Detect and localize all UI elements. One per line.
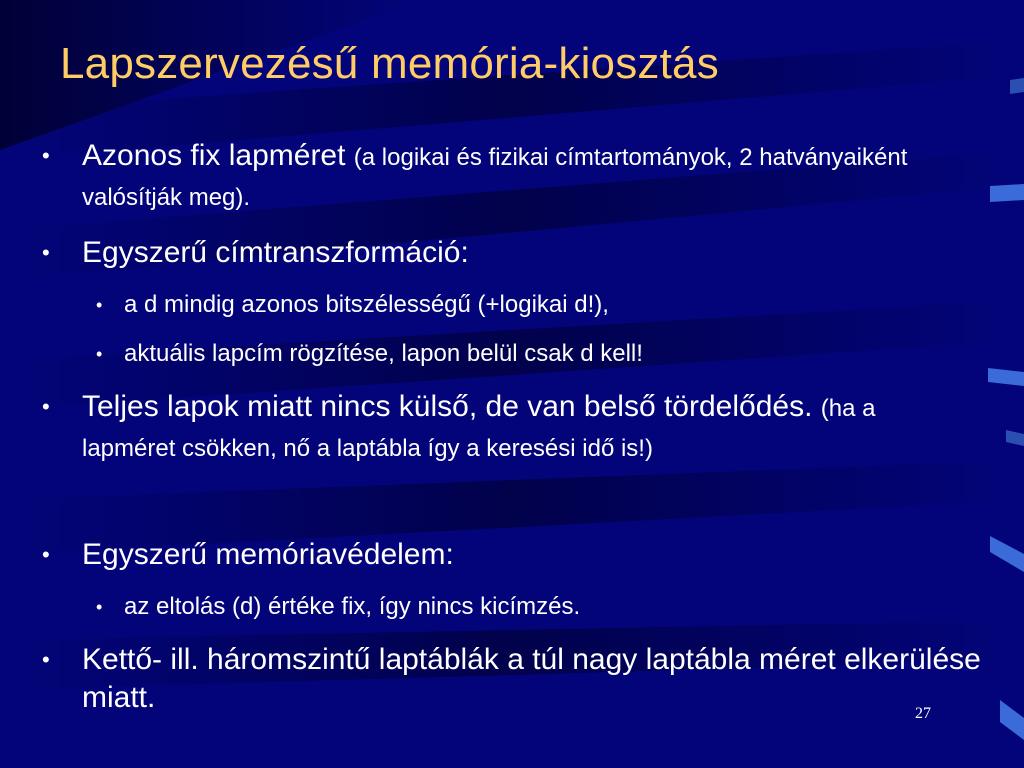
subbullet-item <box>96 290 964 320</box>
bullet-dot-icon: • <box>42 542 50 567</box>
bullet-main-text: Egyszerű memóriavédelem: <box>82 538 454 571</box>
bullet-item <box>42 137 992 217</box>
subbullet-text: a d mindig azonos bitszélességű (+logikai d!), <box>124 291 609 318</box>
slide-title: Lapszervezésű memória-kiosztás <box>60 39 719 88</box>
bullet-item <box>42 641 982 717</box>
bullet-main-text: Teljes lapok miatt nincs külső, de van belső tördelődés. <box>82 390 813 423</box>
bullet-dot-icon: • <box>42 394 50 419</box>
bullet-dot-icon: • <box>96 597 103 617</box>
bullet-main-text: Azonos fix lapméret <box>82 139 346 172</box>
subbullet-item <box>96 592 964 622</box>
bullet-dot-icon: • <box>96 295 103 315</box>
bullet-dot-icon: • <box>42 240 50 265</box>
bullet-main-text: Kettő- ill. háromszintű laptáblák a túl nagy laptábla méret elkerülése miatt. <box>82 643 981 714</box>
subbullet-text: az eltolás (d) értéke fix, így nincs kicímzés. <box>124 593 581 620</box>
bullet-dot-icon: • <box>42 143 50 168</box>
bullet-dot-icon: • <box>42 647 50 672</box>
bullet-main-text: Egyszerű címtranszformáció: <box>82 236 469 269</box>
page-number: 27 <box>915 705 931 722</box>
subbullet-text: aktuális lapcím rögzítése, lapon belül csak d kell! <box>124 340 643 367</box>
bullet-item <box>42 388 962 468</box>
bullet-dot-icon: • <box>96 344 103 364</box>
bullet-note-text: (ha a lapméret csökken, nő a laptábla így a keresési idő is!) <box>82 395 876 462</box>
subbullet-item <box>96 339 964 369</box>
bullet-item <box>42 234 992 272</box>
bullet-item <box>42 536 992 574</box>
bullet-note-text: (a logikai és fizikai címtartományok, 2 hatványaiként valósítják meg). <box>82 144 908 211</box>
